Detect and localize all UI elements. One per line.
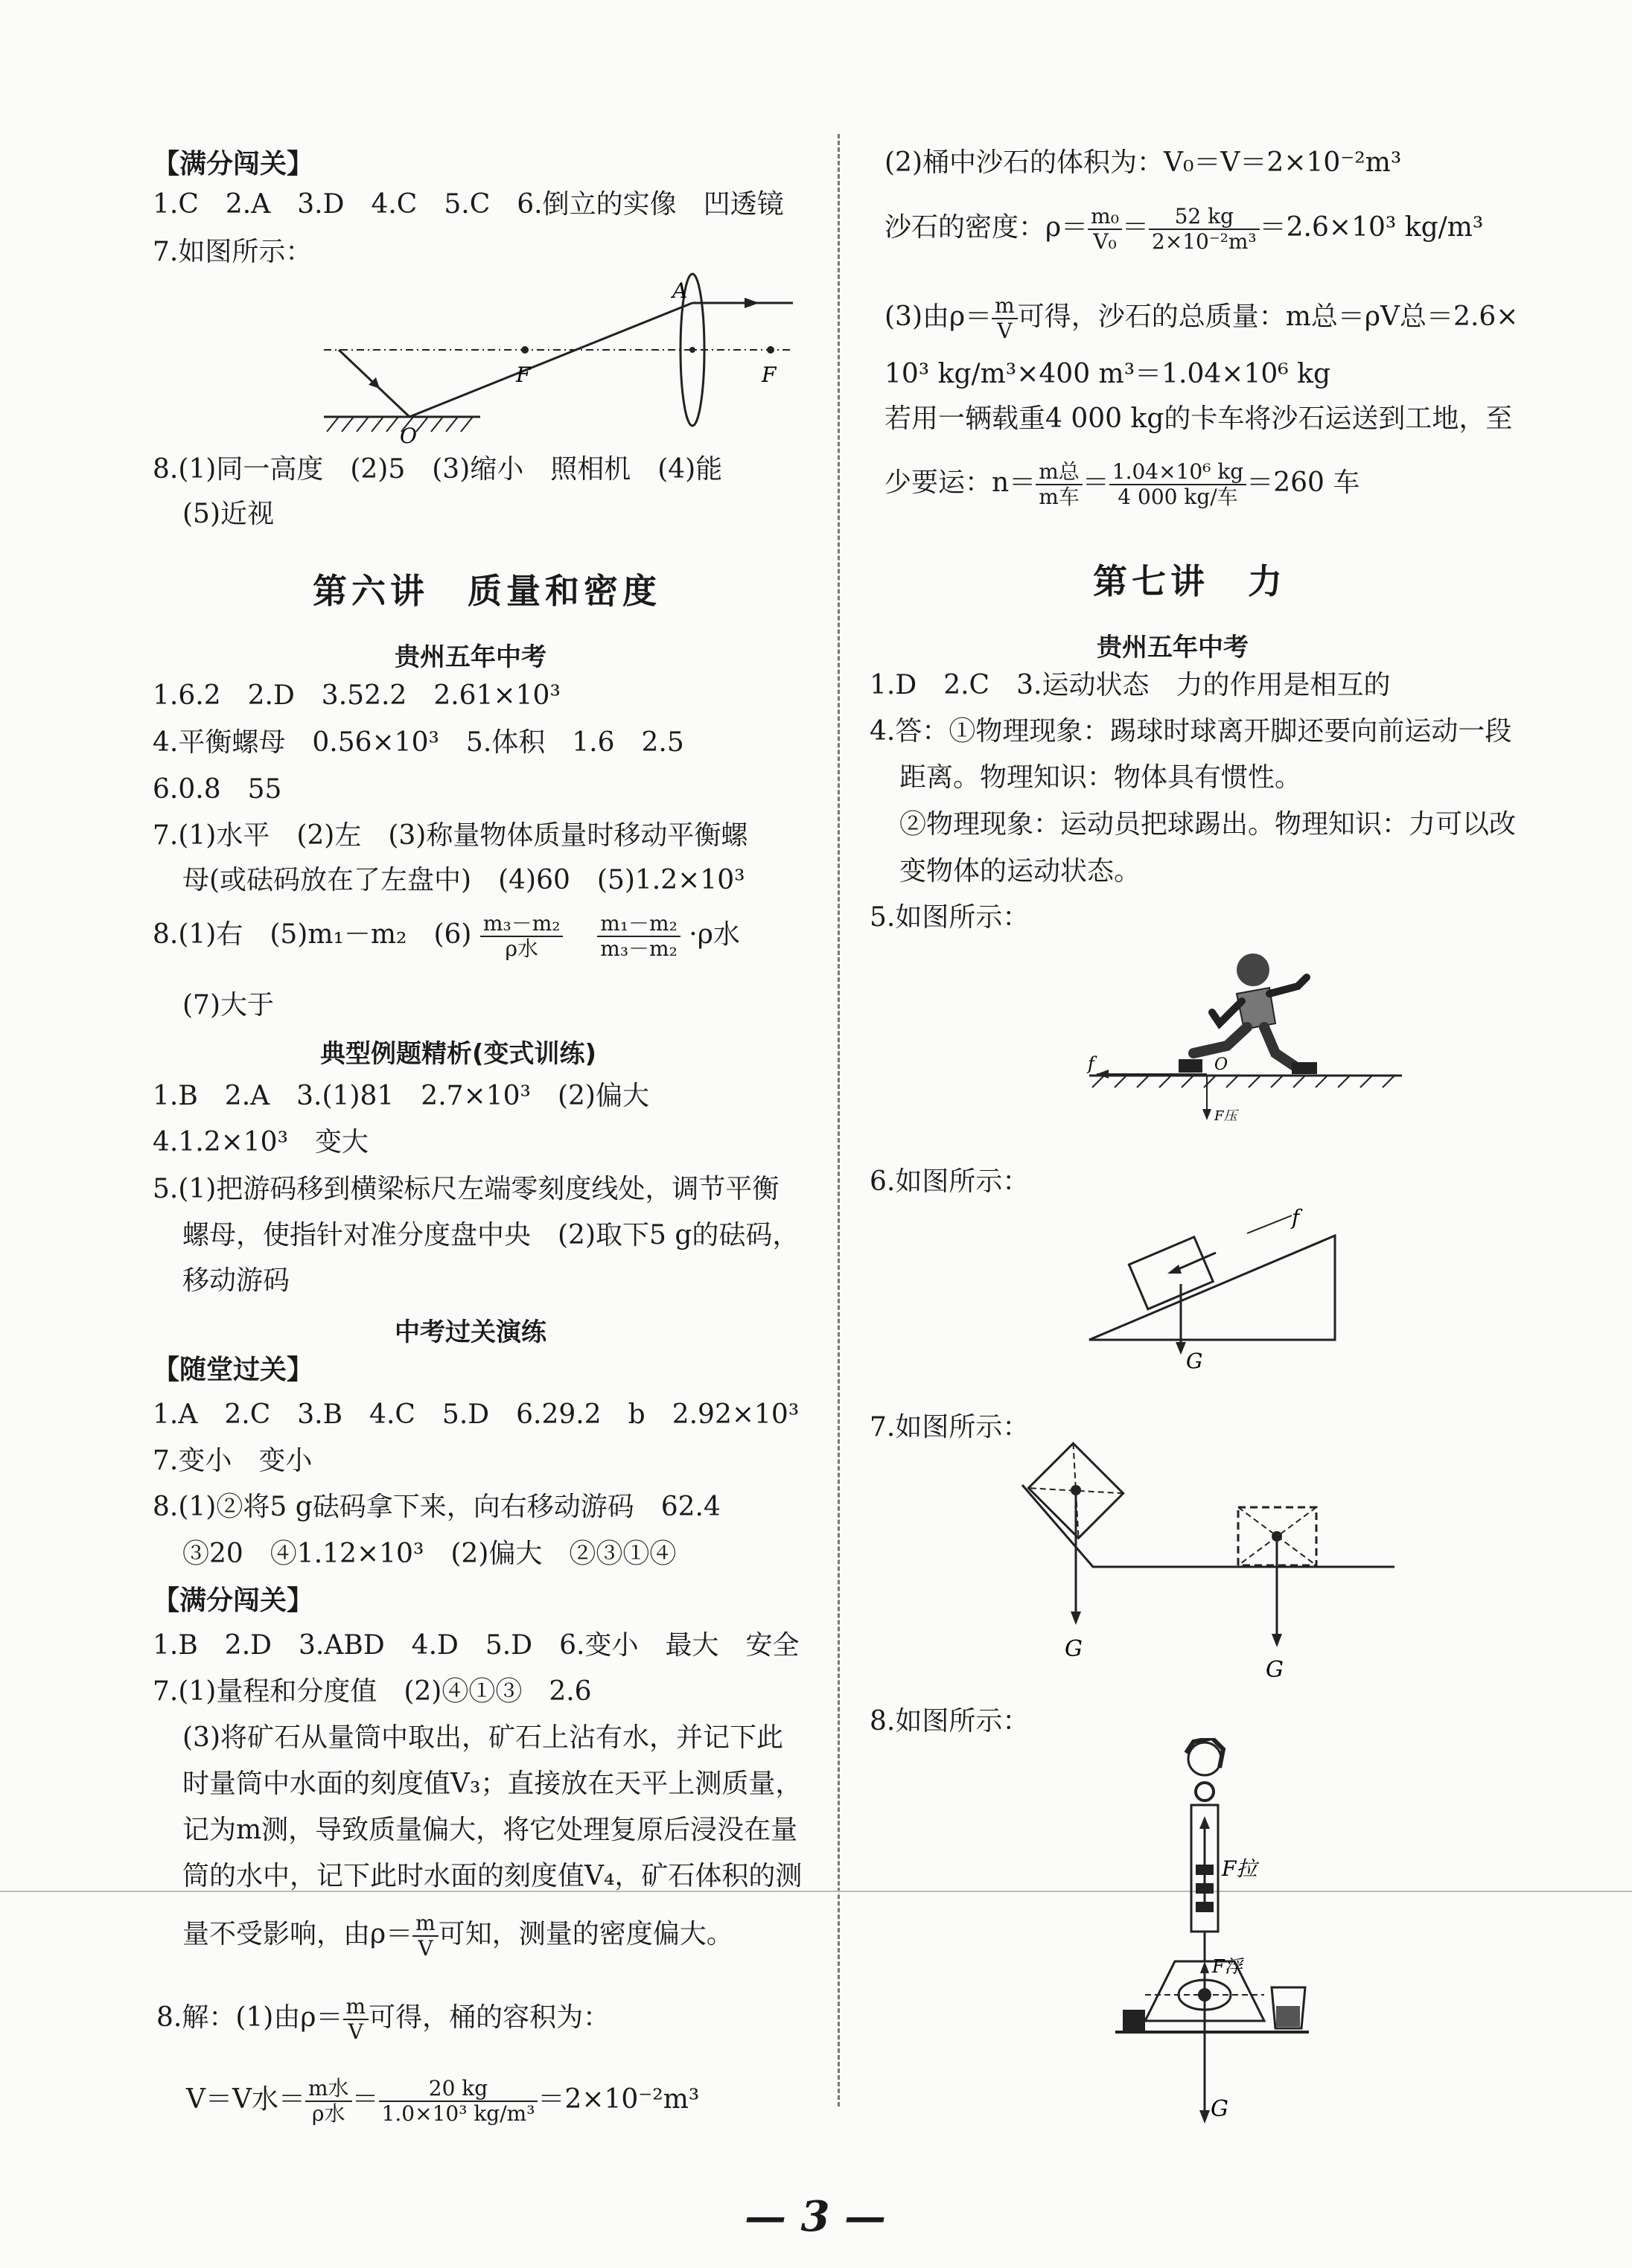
answer-line: ③20 ④1.12×10³ (2)偏大 ②③①④ [182,1539,677,1569]
spring-scale-buoyancy-diagram [1115,1738,1383,2133]
fraction: $\frac{\text{m₁－m₂}}{\text{m₃－m₂}}$ [597,912,680,961]
lens-ray-diagram [316,272,808,447]
answer-line: 7.变小 变小 [153,1446,313,1476]
column-divider [838,134,840,2106]
answer-line: 1.D 2.C 3.运动状态 力的作用是相互的 [870,670,1391,700]
answer-line: 7.如图所示： [153,237,313,267]
label-g: G [1266,1657,1284,1678]
answer-line: 沙石的密度：ρ＝ $\frac{\text{m₀}}{\text{V₀}}$ ＝ $\frac{52 kg}{\text{2×10⁻²m³}}$ ＝2.6×10³ kg/m³ [884,204,1484,254]
answer-line: 8.如图所示： [870,1706,1030,1737]
answer-line: 1.B 2.D 3.ABD 4.D 5.D 6.变小 最大 安全 [153,1630,800,1661]
answer-line: 筒的水中，记下此时水面的刻度值V₄，矿石体积的测 [182,1861,803,1891]
answer-line: 移动游码 [182,1265,290,1296]
answer-line: 4.答：①物理现象：踢球时球离开脚还要向前运动一段 [870,716,1512,747]
answer-line: (2)桶中沙石的体积为：V₀＝V＝2×10⁻²m³ [884,147,1402,178]
answer-line: 8.(1)右 (5)m₁－m₂ (6) $\frac{\text{m₃－m₂}}{\text{ρ水}}$ $\frac{\text{m₁－m₂}}{\text{m₃－m₂}}$ ·ρ水 [153,911,740,961]
label-g: G [1065,1636,1083,1662]
boxes-gravity-diagram [1004,1440,1398,1678]
answer-line: 1.6.2 2.D 3.52.2 2.61×10³ [153,680,561,711]
fraction: $\frac{m}{V}$ [992,294,1018,343]
label-a: A [672,278,688,303]
incline-block-diagram [1082,1202,1365,1373]
subsection-title: 典型例题精析(变式训练) [320,1039,597,1069]
answer-line: (3)将矿石从量筒中取出，矿石上沾有水，并记下此 [182,1722,783,1753]
runner-force-diagram [1074,942,1417,1124]
label-f-pull: F拉 [1222,1856,1258,1881]
lecture-title: 第六讲 质量和密度 [313,571,661,611]
subsection-title: 中考过关演练 [395,1317,546,1347]
fraction: $\frac{52 kg}{\text{2×10⁻²m³}}$ [1149,205,1260,254]
answer-line: (7)大于 [182,990,274,1020]
answer-line: 时量筒中水面的刻度值V₃；直接放在天平上测质量， [182,1769,803,1799]
answer-line: 螺母，使指针对准分度盘中央 (2)取下5 g的砝码， [182,1220,800,1250]
label-f-press: F压 [1214,1108,1237,1124]
section-header: 【满分闯关】 [153,1585,314,1616]
answer-line: (3)由ρ＝ $\frac{m}{V}$ 可得，沙石的总质量：m总＝ρV总＝2.6× [884,293,1519,343]
fraction: $\frac{m}{V}$ [343,1995,369,2044]
answer-line: 7.(1)水平 (2)左 (3)称量物体质量时移动平衡螺 [153,820,748,851]
fraction: $\frac{\text{m总}}{\text{m车}}$ [1036,460,1083,509]
label-g: G [1211,2096,1228,2122]
answer-line: 变物体的运动状态。 [899,856,1141,887]
fraction: $\frac{\text{m水}}{\text{ρ水}}$ [305,2077,352,2126]
answer-line: 若用一辆载重4 000 kg的卡车将沙石运送到工地，至 [884,403,1513,434]
label-f: F [516,362,531,387]
answer-line: 8.(1)同一高度 (2)5 (3)缩小 照相机 (4)能 [153,454,723,485]
label-o: O [400,424,417,447]
section-header: 【随堂过关】 [153,1355,314,1385]
answer-line: 7.(1)量程和分度值 (2)④①③ 2.6 [153,1676,592,1707]
fraction: $\frac{m}{V}$ [412,1911,439,1961]
answer-line: 4.平衡螺母 0.56×10³ 5.体积 1.6 2.5 [153,727,684,758]
subsection-title: 贵州五年中考 [1097,633,1249,662]
label-f: f [1292,1205,1300,1230]
answer-line: 1.A 2.C 3.B 4.C 5.D 6.29.2 b 2.92×10³ [153,1399,800,1430]
page-number: — 3 — [745,2192,886,2241]
answer-line: 10³ kg/m³×400 m³＝1.04×10⁶ kg [884,359,1330,389]
answer-line: 5.(1)把游码移到横梁标尺左端零刻度线处，调节平衡 [153,1174,780,1204]
answer-line: 7.如图所示： [870,1412,1030,1443]
answer-line: (5)近视 [182,499,274,529]
answer-line: 4.1.2×10³ 变大 [153,1127,369,1157]
answer-line: 记为m测，导致质量偏大，将它处理复原后浸没在量 [182,1815,798,1845]
answer-line: ②物理现象：运动员把球踢出。物理知识：力可以改 [899,809,1517,840]
answer-line: 1.B 2.A 3.(1)81 2.7×10³ (2)偏大 [153,1081,649,1111]
subsection-title: 贵州五年中考 [395,642,546,672]
answer-line: 6.如图所示： [870,1166,1030,1197]
lecture-title: 第七讲 力 [1093,561,1287,601]
label-f: f [1088,1053,1094,1074]
label-f-buoy: F浮 [1212,1956,1243,1977]
answer-line: 距离。物理知识：物体具有惯性。 [899,762,1302,793]
section-header: 【满分闯关】 [153,149,314,179]
fraction: $\frac{20 kg}{\text{1.0×10³ kg/m³}}$ [379,2077,538,2126]
fraction: $\frac{\text{m₀}}{\text{V₀}}$ [1088,205,1122,254]
answer-line: 6.0.8 55 [153,774,282,805]
answer-line: 量不受影响，由ρ＝ $\frac{m}{V}$ 可知，测量的密度偏大。 [182,1911,733,1961]
answer-line: V＝V水＝ $\frac{\text{m水}}{\text{ρ水}}$ ＝ $\frac{20 kg}{\text{1.0×10³ kg/m³}}$ ＝2×10⁻²m³ [186,2076,700,2126]
fraction: $\frac{\text{1.04×10⁶ kg}}{\text{4 000 kg/车}}$ [1109,460,1246,509]
answer-line: 8.(1)②将5 g砝码拿下来，向右移动游码 62.4 [153,1492,721,1522]
answer-line: 5.如图所示： [870,902,1030,933]
answer-line: 8.解：(1)由ρ＝ $\frac{m}{V}$ 可得，桶的容积为： [156,1994,611,2044]
answer-line: 少要运：n＝ $\frac{\text{m总}}{\text{m车}}$ ＝ $\frac{\text{1.04×10⁶ kg}}{\text{4 000 kg/车}}$ ＝260 车 [884,459,1360,509]
answer-line: 母(或砝码放在了左盘中) (4)60 (5)1.2×10³ [182,865,745,895]
label-g: G [1186,1349,1203,1373]
label-o: O [1214,1055,1228,1074]
fraction: $\frac{\text{m₃－m₂}}{\text{ρ水}}$ [480,912,564,961]
answer-line: 1.C 2.A 3.D 4.C 5.C 6.倒立的实像 凹透镜 [153,189,784,220]
label-f: F [762,362,777,387]
